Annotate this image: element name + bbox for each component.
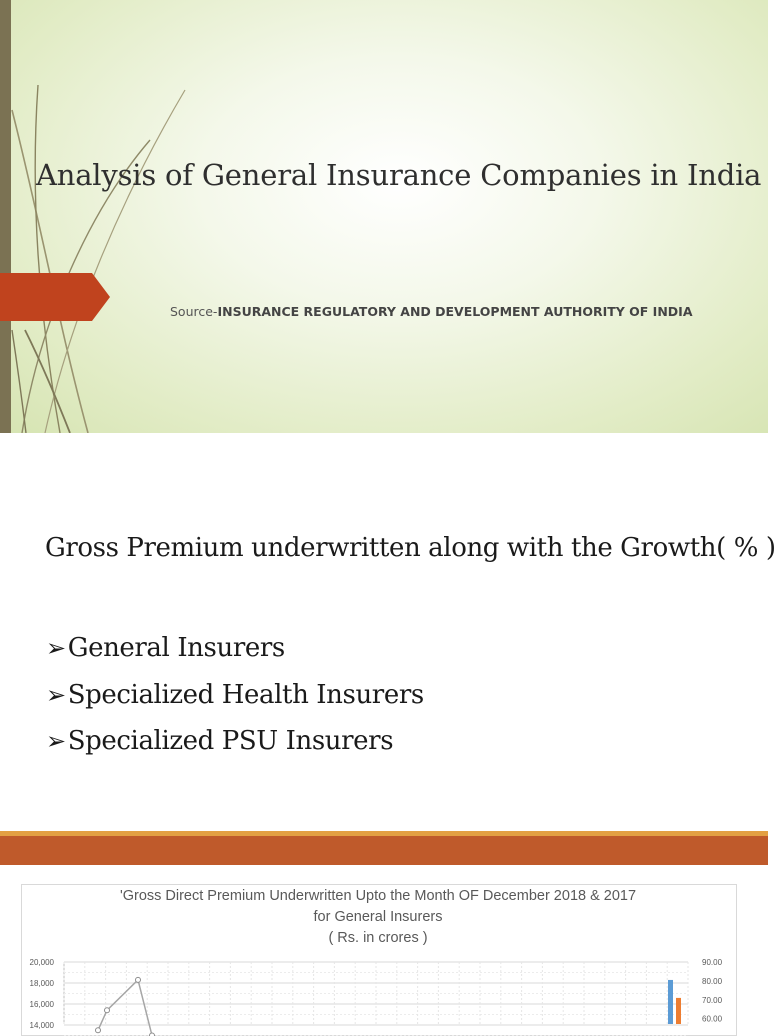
list-item-label: Specialized Health Insurers [67,679,424,710]
list-item [46,672,424,719]
left-axis-tick-label: 16,000 [29,1000,54,1009]
right-axis-ticks [702,958,723,1024]
line-series-point [105,1008,110,1013]
right-axis-tick-label: 70.00 [702,995,723,1005]
bar-orange [676,998,681,1024]
arrow-bullet-icon: ➢ [46,727,66,755]
title-slide [0,0,768,433]
left-accent-bar [0,0,11,433]
content-slide [0,433,776,831]
left-axis-tick-label: 20,000 [29,958,54,967]
bar-series [668,980,681,1024]
left-axis-tick-label: 18,000 [29,979,54,988]
bullet-list [46,625,424,765]
right-axis-tick-label: 60.00 [702,1014,723,1024]
chart-title-line: ( Rs. in crores ) [328,930,428,946]
chart-plot [0,831,768,1030]
source-organization: INSURANCE REGULATORY AND DEVELOPMENT AUTHORITY OF INDIA [217,304,693,319]
right-axis-tick-label: 80.00 [702,976,723,986]
left-axis-ticks [30,958,55,1030]
source-prefix: Source- [170,304,218,319]
list-item [46,625,424,672]
source-line [170,304,693,319]
decorative-vines [0,0,200,433]
arrow-bullet-icon: ➢ [46,680,66,709]
arrow-bullet-icon: ➢ [46,634,66,662]
list-item [46,718,424,765]
bar-blue [668,980,673,1024]
chart-title-line: for General Insurers [313,909,443,925]
list-item-label: General Insurers [67,633,285,663]
line-series-point [96,1028,101,1033]
slide-heading: Gross Premium underwritten along with the Growth( % ) [45,533,776,563]
slide-title: Analysis of General Insurance Companies in India [36,158,762,192]
left-axis-tick-label: 14,000 [29,1021,54,1030]
list-item-label: Specialized PSU Insurers [67,726,394,756]
line-series-point [136,977,141,982]
chart-slide [0,831,768,1030]
arrow-tab-shape [0,273,110,321]
chart-title-line: 'Gross Direct Premium Underwritten Upto the Month OF December 2018 & 2017 [119,888,637,904]
right-axis-tick-label: 90.00 [702,958,723,967]
